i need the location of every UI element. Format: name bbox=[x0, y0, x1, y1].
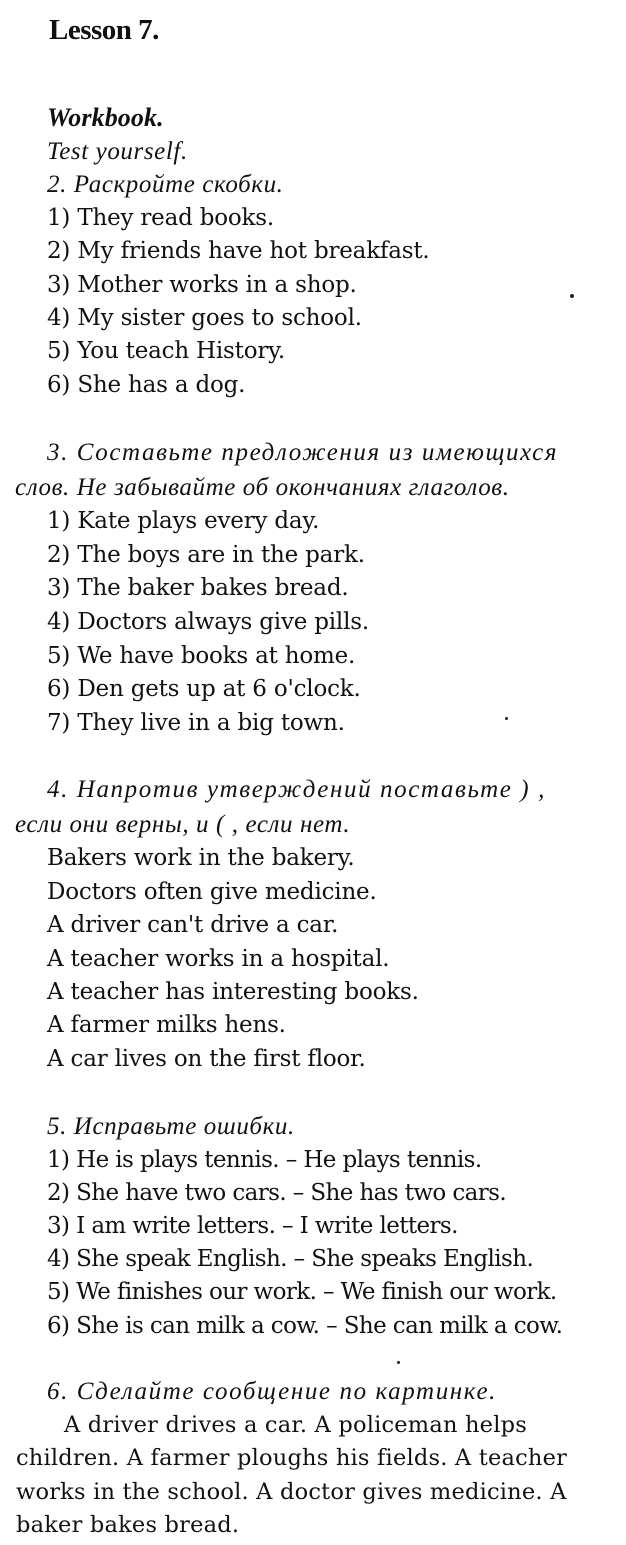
test-yourself-heading: Test yourself. bbox=[47, 138, 188, 165]
exercise-3-item: 7) They live in a big town. bbox=[47, 710, 345, 736]
scan-speck bbox=[505, 717, 508, 720]
exercise-3-item: 5) We have books at home. bbox=[47, 643, 356, 669]
exercise-5-item: 2) She have two cars. – She has two cars. bbox=[47, 1180, 507, 1206]
exercise-4-heading-cont: если они верны, и ( , если нет. bbox=[15, 811, 351, 838]
exercise-5-heading: 5. Исправьте ошибки. bbox=[47, 1113, 295, 1140]
exercise-2-item: 6) She has a dog. bbox=[47, 372, 246, 398]
exercise-4-statement: A teacher works in a hospital. bbox=[47, 946, 390, 972]
exercise-3-item: 2) The boys are in the park. bbox=[47, 542, 365, 568]
exercise-3-heading-cont: слов. Не забывайте об окончаниях глаголов. bbox=[15, 474, 510, 501]
exercise-6-heading: 6. Сделайте сообщение по картинке. bbox=[47, 1378, 498, 1405]
exercise-4-statement: A farmer milks hens. bbox=[47, 1012, 286, 1038]
exercise-4-statement: A car lives on the first floor. bbox=[47, 1046, 366, 1072]
scan-speck bbox=[397, 1361, 400, 1364]
exercise-4-statement: A driver can't drive a car. bbox=[47, 912, 339, 938]
scan-speck bbox=[570, 294, 574, 298]
exercise-4-statement: Doctors often give medicine. bbox=[47, 879, 377, 905]
exercise-6-paragraph-line: A driver drives a car. A policeman helps bbox=[64, 1412, 527, 1438]
exercise-5-item: 6) She is can milk a cow. – She can milk a cow. bbox=[47, 1313, 563, 1339]
exercise-5-item: 1) He is plays tennis. – He plays tennis. bbox=[47, 1147, 482, 1173]
exercise-3-heading: 3. Составьте предложения из имеющихся bbox=[47, 439, 559, 466]
exercise-6-paragraph-line: baker bakes bread. bbox=[16, 1512, 240, 1538]
exercise-4-heading: 4. Напротив утверждений поставьте ) , bbox=[47, 776, 546, 803]
exercise-6-paragraph-line: works in the school. A doctor gives medicine. A bbox=[16, 1479, 567, 1505]
exercise-3-item: 4) Doctors always give pills. bbox=[47, 609, 369, 635]
exercise-5-item: 5) We finishes our work. – We finish our work. bbox=[47, 1279, 557, 1305]
exercise-2-item: 2) My friends have hot breakfast. bbox=[47, 238, 430, 264]
exercise-2-item: 4) My sister goes to school. bbox=[47, 305, 362, 331]
exercise-3-item: 1) Kate plays every day. bbox=[47, 508, 320, 534]
page-title: Lesson 7. bbox=[49, 14, 159, 46]
exercise-5-item: 4) She speak English. – She speaks English. bbox=[47, 1246, 534, 1272]
exercise-3-item: 3) The baker bakes bread. bbox=[47, 575, 349, 601]
exercise-3-item: 6) Den gets up at 6 o'clock. bbox=[47, 676, 361, 702]
exercise-5-item: 3) I am write letters. – I write letters. bbox=[47, 1213, 458, 1239]
exercise-4-statement: A teacher has interesting books. bbox=[47, 979, 419, 1005]
exercise-2-heading: 2. Раскройте скобки. bbox=[47, 171, 284, 198]
workbook-heading: Workbook. bbox=[47, 103, 164, 132]
exercise-2-item: 5) You teach History. bbox=[47, 338, 285, 364]
exercise-2-item: 1) They read books. bbox=[47, 205, 275, 231]
exercise-4-statement: Bakers work in the bakery. bbox=[47, 845, 355, 871]
exercise-6-paragraph-line: children. A farmer ploughs his fields. A teacher bbox=[16, 1445, 568, 1471]
exercise-2-item: 3) Mother works in a shop. bbox=[47, 272, 357, 298]
